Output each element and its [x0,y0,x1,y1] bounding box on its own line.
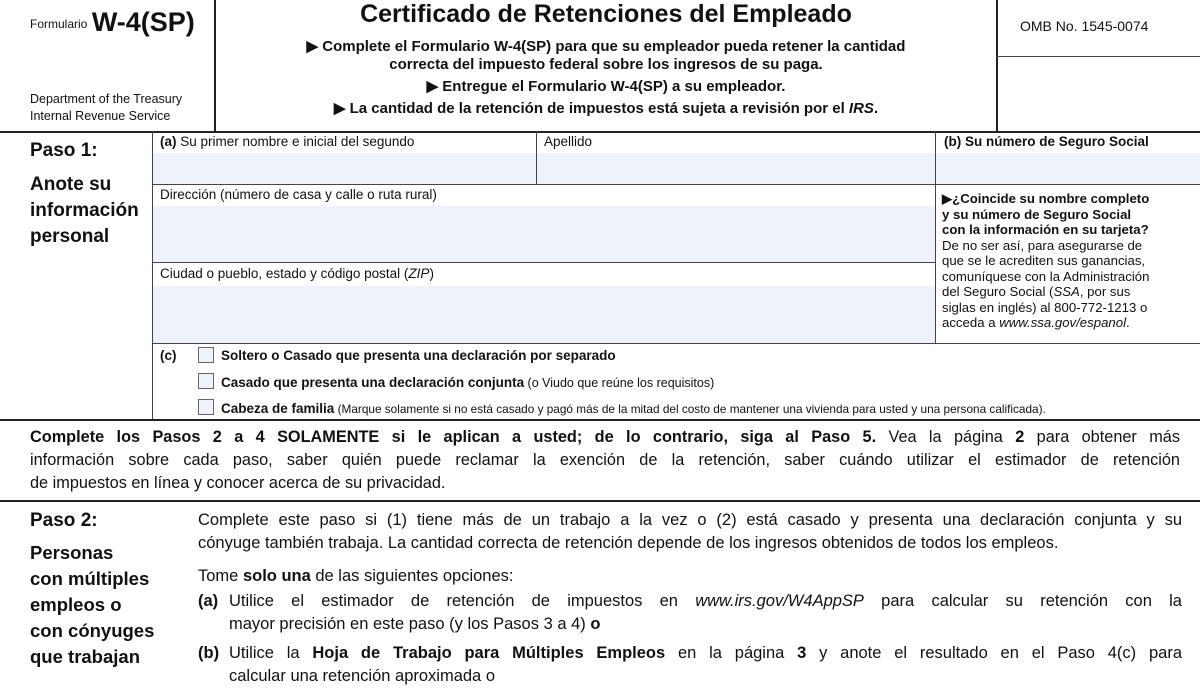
arrow-icon: ▶ [426,78,439,95]
address-label: Dirección (número de casa y calle o ruta rural) [160,187,437,202]
option-a-label: (a) [198,592,219,610]
header-instructions [216,38,996,118]
first-name-label: (a) Su primer nombre e inicial del segundo [160,134,415,149]
irs-estimator-link[interactable]: www.irs.gov/W4AppSP [695,592,864,610]
step2-intro: Complete este paso si (1) tiene más de un trabajo a la vez o (2) está casado y presenta una declaración conjunta y su cónyuge también trabaja. La cantidad correcta de retención depende de los ingresos obtenidos de todos los empleos. [198,511,1182,552]
ssn-match-note: ▶¿Coincide su nombre completo y su número de Seguro Social con la información en su tarjeta? De no ser así, para asegurarse de que se le acrediten sus ganancias, comuníquese con la Administración del Seguro Social (SSA, por sus siglas en inglés) al 800-772-1213 o acceda a www.ssa.gov/espanol. [942,191,1182,331]
step2-choose: Tome solo una de las siguientes opciones: [198,567,514,585]
note-question: ▶¿Coincide su nombre completo [942,191,1150,206]
head-of-household-checkbox[interactable] [198,399,214,415]
instruction-review: ▶ La cantidad de la retención de impuestos está sujeta a revisión por el IRS. [333,100,879,117]
arrow-icon: ▶ [333,100,346,117]
single-label: Soltero o Casado que presenta una declaración por separado [221,348,616,363]
arrow-icon: ▶ [306,38,319,55]
first-name-field[interactable] [153,153,536,184]
instruction-deliver: ▶ Entregue el Formulario W-4(SP) a su empleador. [426,78,786,95]
form-prefix: Formulario [30,17,88,31]
ssa-link[interactable]: www.ssa.gov/espanol [999,315,1127,330]
arrow-icon: ▶ [942,191,953,206]
single-checkbox[interactable] [198,347,214,363]
instruction-complete-cont: correcta del impuesto federal sobre los ingresos de su paga. [389,56,823,73]
option-b-text: Utilice la Hoja de Trabajo para Múltiples Empleos en la página 3 y anote el resultado en el Paso 4(c) para calcular una retención aproximada o [229,644,1182,685]
last-name-field[interactable] [537,153,935,184]
instruction-complete: ▶ Complete el Formulario W-4(SP) para que su empleador pueda retener la cantidad [306,38,906,55]
married-joint-label: Casado que presenta una declaración conjunta (o Viudo que reúne los requisitos) [221,375,715,390]
city-state-zip-field[interactable] [153,286,935,343]
option-a-text: Utilice el estimador de retención de impuestos en www.irs.gov/W4AppSP para calcular su retención con la mayor precisión en este paso (y los Pasos 3 a 4) o [229,592,1182,633]
step2-subtitle: Personas con múltiples empleos o con cónyuges que trabajan [30,542,155,667]
married-joint-checkbox[interactable] [198,373,214,389]
department-line: Department of the Treasury [30,92,183,106]
city-state-zip-label: Ciudad o pueblo, estado y código postal (ZIP) [160,266,434,281]
form-title: Certificado de Retenciones del Empleado [360,0,852,28]
head-of-household-label: Cabeza de familia (Marque solamente si no está casado y pagó más de la mitad del costo de mantener una vivienda para usted y una persona calificada). [221,401,1046,416]
omb-number: OMB No. 1545-0074 [1020,18,1149,34]
step2-title: Paso 2: [30,510,98,531]
option-b-label: (b) [198,644,220,662]
ssn-label: (b) Su número de Seguro Social [944,134,1149,149]
form-id [30,4,195,35]
step1-subtitle: Anote su información personal [30,174,139,247]
step1-title: Paso 1: [30,140,98,161]
department-name [30,91,182,125]
steps-instructions: Complete los Pasos 2 a 4 SOLAMENTE si le aplican a usted; de lo contrario, siga al Paso 5. Vea la página 2 para obtener más información sobre cada paso, saber quién puede reclamar la exención de la retención, saber cuándo utilizar el estimador de retención de impuestos en línea y conocer acerca de su privacidad. [30,428,1180,492]
ssn-field[interactable] [936,153,1200,184]
agency-line: Internal Revenue Service [30,109,171,123]
last-name-label: Apellido [544,134,593,149]
form-code: W-4(SP) [91,7,195,37]
address-field[interactable] [153,206,935,262]
filing-status-prefix: (c) [160,348,177,363]
